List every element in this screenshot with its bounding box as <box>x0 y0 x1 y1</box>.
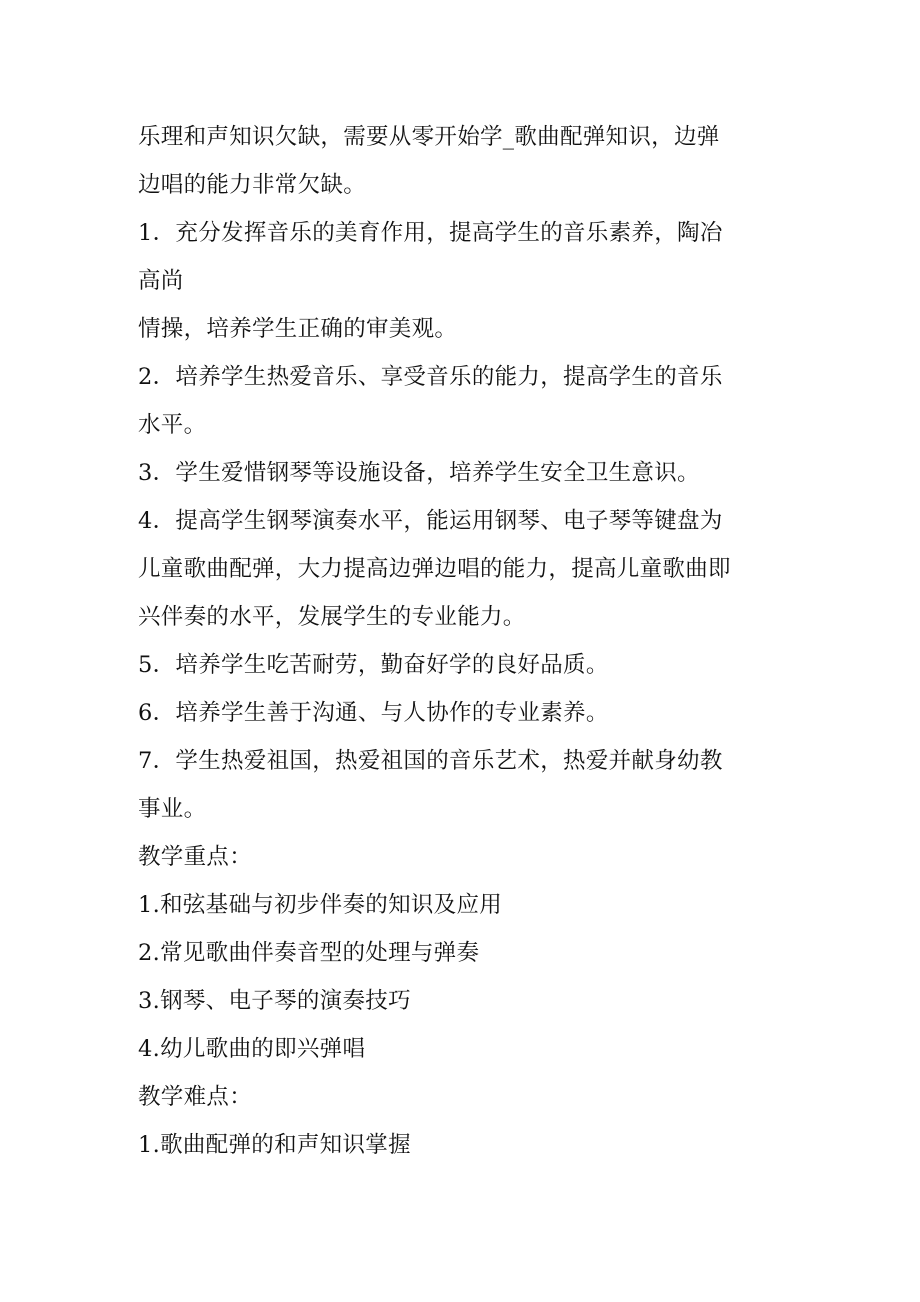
list-item-5-line: 5．培养学生吃苦耐劳，勤奋好学的良好品质。 <box>138 652 609 678</box>
key-point-item: 3.钢琴、电子琴的演奏技巧 <box>138 988 411 1014</box>
section-heading-key-points: 教学重点： <box>138 844 253 870</box>
key-point-item: 2.常见歌曲伴奏音型的处理与弹奏 <box>138 940 480 966</box>
key-point-item: 4.幼儿歌曲的即兴弹唱 <box>138 1036 366 1062</box>
list-item-7-line: 7．学生热爱祖国，热爱祖国的音乐艺术，热爱并献身幼教 <box>138 748 723 774</box>
list-item-2-line: 2．培养学生热爱音乐、享受音乐的能力，提高学生的音乐 <box>138 364 723 390</box>
list-item-1-line: 情操，培养学生正确的审美观。 <box>138 316 458 342</box>
difficulty-item: 1.歌曲配弹的和声知识掌握 <box>138 1132 411 1158</box>
list-item-3-line: 3．学生爱惜钢琴等设施设备，培养学生安全卫生意识。 <box>138 460 700 486</box>
key-point-item: 1.和弦基础与初步伴奏的知识及应用 <box>138 892 503 918</box>
section-heading-difficulties: 教学难点： <box>138 1084 253 1110</box>
list-item-6-line: 6．培养学生善于沟通、与人协作的专业素养。 <box>138 700 609 726</box>
list-item-1-line: 高尚 <box>138 268 184 294</box>
text-line: 乐理和声知识欠缺，需要从零开始学_歌曲配弹知识，边弹 <box>138 124 720 150</box>
list-item-4-line: 4．提高学生钢琴演奏水平，能运用钢琴、电子琴等键盘为 <box>138 508 723 534</box>
document-body <box>138 113 788 1169</box>
list-item-4-line: 儿童歌曲配弹，大力提高边弹边唱的能力，提高儿童歌曲即 <box>138 556 731 582</box>
list-item-4-line: 兴伴奏的水平，发展学生的专业能力。 <box>138 604 526 630</box>
text-line: 边唱的能力非常欠缺。 <box>138 172 367 198</box>
list-item-1-line: 1．充分发挥音乐的美育作用，提高学生的音乐素养，陶冶 <box>138 220 723 246</box>
list-item-7-line: 事业。 <box>138 796 207 822</box>
list-item-2-line: 水平。 <box>138 412 207 438</box>
